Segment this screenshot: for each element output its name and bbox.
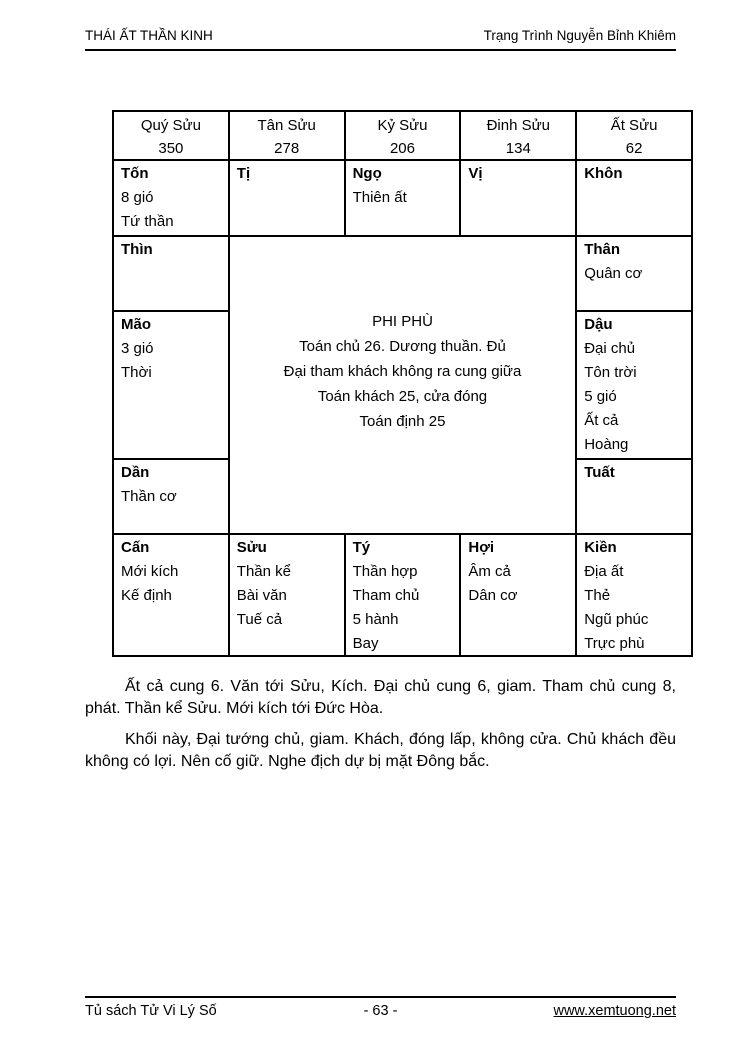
center-line: Đại tham khách không ra cung giữa [283,363,522,380]
author-name: Trạng Trình Nguyễn Bỉnh Khiêm [483,28,676,43]
palace-label: Thân [584,241,621,258]
palace-line: 3 gió [121,340,154,357]
cell-mao [114,312,230,460]
palace-label: Tuất [584,464,615,481]
palace-label: Kiền [584,539,617,556]
palace-label: Mão [121,316,151,333]
palace-line: Địa ất [584,563,624,580]
palace-line: 5 hành [352,611,399,628]
center-line: Toán chủ 26. Dương thuần. Đủ [299,338,506,355]
palace-line: Tham chủ [352,587,420,604]
palace-label: Sửu [236,539,267,556]
footer-series-title: Tủ sách Tử Vi Lý Số [85,1003,217,1019]
column-value: 62 [625,140,643,157]
page-header [85,28,676,51]
cell-khon [577,161,693,237]
palace-line: Thần hợp [352,563,418,580]
palace-label: Tý [352,539,371,556]
palace-line: Tuế cả [236,611,283,628]
palace-label: Tốn [121,165,149,182]
table-header-cell-at-suu [577,112,693,161]
palace-line: Ngũ phúc [584,611,649,628]
column-label: Kỷ Sửu [377,117,428,134]
palace-line: Kế định [121,587,172,604]
palace-line: Bay [352,635,379,652]
column-label: Ất Sửu [610,117,658,134]
column-value: 206 [389,140,415,157]
column-label: Đinh Sửu [486,117,550,134]
palace-line: Tứ thần [121,213,174,230]
column-label: Tân Sửu [257,117,316,134]
palace-line: Dân cơ [468,587,518,604]
center-summary-cell [230,237,577,535]
cell-thin [114,237,230,312]
cell-kien [577,535,693,657]
paragraph: Ất cả cung 6. Văn tới Sửu, Kích. Đại chủ cung 6, giam. Tham chủ cung 8, phát. Thần kể Sửu. Mới kích tới Đức Hòa. [85,678,676,717]
cell-dau [577,312,693,460]
table-header-cell-quy-suu [114,112,230,161]
cell-ty [346,535,462,657]
palace-label: Vị [468,165,483,182]
page-number: - 63 - [363,1003,398,1019]
palace-line: Tôn trời [584,364,637,381]
palace-line: Đại chủ [584,340,636,357]
center-line: Toán khách 25, cửa đóng [317,388,488,405]
website-link[interactable]: www.xemtuong.net [553,1003,676,1019]
cell-suu [230,535,346,657]
commentary [85,676,676,782]
palace-line: Thần kể [236,563,291,580]
cell-than [577,237,693,312]
cell-ngo [346,161,462,237]
column-value: 278 [274,140,300,157]
chart-table [112,110,693,657]
palace-line: 5 gió [584,388,617,405]
paragraph: Khối này, Đại tướng chủ, giam. Khách, đóng lấp, không cửa. Chủ khách đều không có lợi. Nên cố giữ. Nghe địch dự bị mặt Đông bắc. [85,731,676,770]
palace-label: Ngọ [352,165,382,182]
table-header-cell-tan-suu [230,112,346,161]
palace-line: Thiên ất [352,189,407,206]
palace-label: Khôn [584,165,623,182]
palace-label: Cấn [121,539,150,556]
cell-tuat [577,460,693,535]
palace-line: Thần cơ [121,488,177,505]
cell-dan [114,460,230,535]
cell-ti [230,161,346,237]
cell-vi [461,161,577,237]
palace-line: Âm cả [468,563,511,580]
palace-line: 8 gió [121,189,154,206]
palace-label: Tị [236,165,251,182]
palace-line: Hoàng [584,436,629,453]
center-title: PHI PHÙ [372,313,433,330]
cell-ton [114,161,230,237]
column-value: 134 [505,140,531,157]
center-line: Toán định 25 [359,413,446,430]
palace-line: Ất cả [584,412,619,429]
book-title: THÁI ẤT THẦN KINH [85,28,213,43]
table-header-cell-dinh-suu [461,112,577,161]
column-label: Quý Sửu [140,117,201,134]
palace-line: Quân cơ [584,265,643,282]
page-footer [85,996,676,1019]
palace-line: Thẻ [584,587,611,604]
palace-label: Thìn [121,241,153,258]
palace-label: Dần [121,464,150,481]
palace-line: Mới kích [121,563,179,580]
palace-line: Bài văn [236,587,287,604]
cell-hoi [461,535,577,657]
cell-can [114,535,230,657]
column-value: 350 [158,140,184,157]
palace-label: Hợi [468,539,495,556]
palace-label: Dậu [584,316,613,333]
palace-line: Trực phù [584,635,645,652]
table-header-cell-ky-suu [346,112,462,161]
palace-line: Thời [121,364,152,381]
